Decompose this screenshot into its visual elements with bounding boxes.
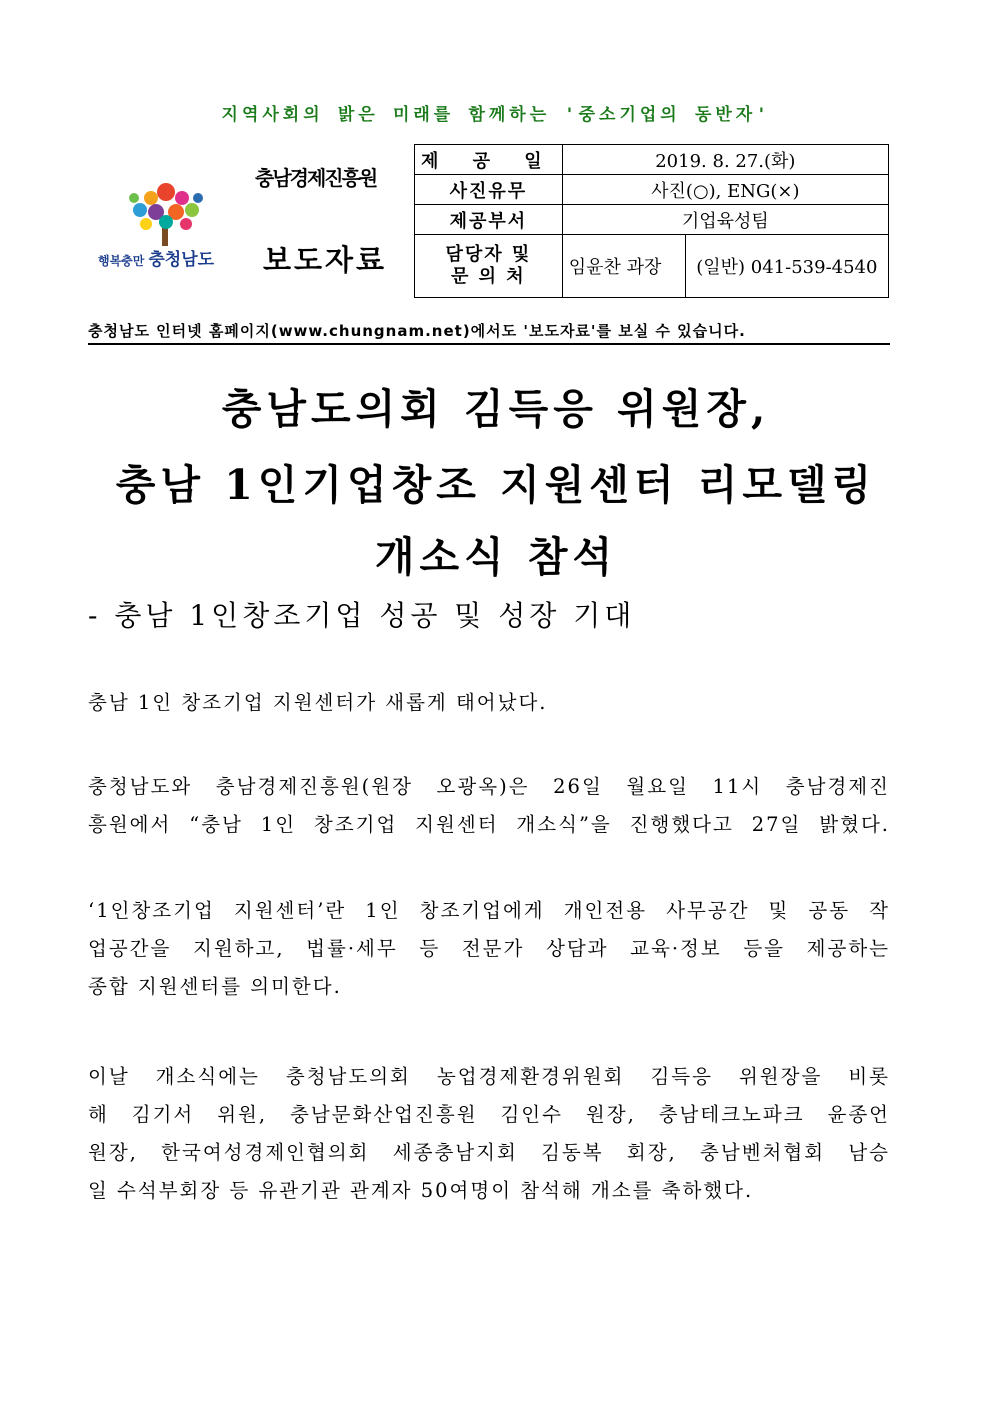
logo-tree-icon <box>129 183 203 246</box>
body-paragraph-2 <box>88 768 890 844</box>
photo-label: 사진유무 <box>415 175 563 205</box>
logo-small-text: 행복충만 <box>98 254 145 268</box>
body-line: 흥원에서 “충남 1인 창조기업 지원센터 개소식”을 진행했다고 27일 밝혔다. <box>88 813 890 836</box>
subtitle: - 충남 1인창조기업 성공 및 성장 기대 <box>88 599 636 632</box>
contact-name: 임윤찬 과장 <box>562 235 685 298</box>
dept-label: 제공부서 <box>415 205 563 235</box>
body-line: 업공간을 지원하고, 법률·세무 등 전문가 상담과 교육·정보 등을 제공하는 <box>88 937 890 960</box>
info-row-photo <box>415 175 889 205</box>
info-row-date <box>415 145 889 175</box>
logo-wordmark <box>98 245 214 270</box>
body-line: 원장, 한국여성경제인협의회 세종충남지회 김동복 회장, 충남벤처협회 남승 <box>88 1141 890 1164</box>
date-value: 2019. 8. 27.(화) <box>562 145 888 175</box>
photo-value: 사진(○), ENG(×) <box>562 175 888 205</box>
logo-big-text: 충청남도 <box>148 250 215 270</box>
date-label: 제 공 일 <box>415 145 563 175</box>
body-line: 충청남도와 충남경제진흥원(원장 오광옥)은 26일 월요일 11시 충남경제진 <box>88 775 890 798</box>
info-row-dept <box>415 205 889 235</box>
body-line: 충남 1인 창조기업 지원센터가 새롭게 태어났다. <box>88 691 548 714</box>
title-line-3: 개소식 참석 <box>374 533 618 581</box>
contact-label <box>415 235 563 298</box>
body-paragraph-1 <box>88 684 890 722</box>
press-label: 보도자료 <box>263 243 388 277</box>
dept-value: 기업육성팀 <box>562 205 888 235</box>
body-line: 해 김기서 위원, 충남문화산업진흥원 김인수 원장, 충남테크노파크 윤종언 <box>88 1103 890 1126</box>
title-line-2: 충남 1인기업창조 지원센터 리모델링 <box>115 461 877 509</box>
info-row-contact <box>415 235 889 298</box>
info-table <box>414 144 889 298</box>
body-paragraph-4 <box>88 1058 890 1210</box>
homepage-notice: 충청남도 인터넷 홈페이지(www.chungnam.net)에서도 '보도자료'를 보실 수 있습니다. <box>88 322 746 340</box>
body-line: 이날 개소식에는 충청남도의회 농업경제환경위원회 김득응 위원장을 비롯 <box>88 1065 890 1088</box>
contact-label-line-2: 문 의 처 <box>451 266 526 287</box>
slogan: 지역사회의 밝은 미래를 함께하는 '중소기업의 동반자' <box>221 105 771 125</box>
org-name: 충남경제진흥원 <box>255 166 377 190</box>
body-line: ‘1인창조기업 지원센터’란 1인 창조기업에게 개인전용 사무공간 및 공동 작 <box>88 899 890 922</box>
contact-phone: (일반) 041-539-4540 <box>685 235 888 298</box>
header-divider <box>88 343 890 345</box>
body-line: 일 수석부회장 등 유관기관 관계자 50여명이 참석해 개소를 축하했다. <box>88 1179 754 1202</box>
title-line-1: 충남도의회 김득응 위원장, <box>221 385 771 433</box>
body-line: 종합 지원센터를 의미한다. <box>88 975 342 998</box>
body-paragraph-3 <box>88 892 890 1006</box>
contact-label-line-1: 담당자 및 <box>445 244 532 265</box>
